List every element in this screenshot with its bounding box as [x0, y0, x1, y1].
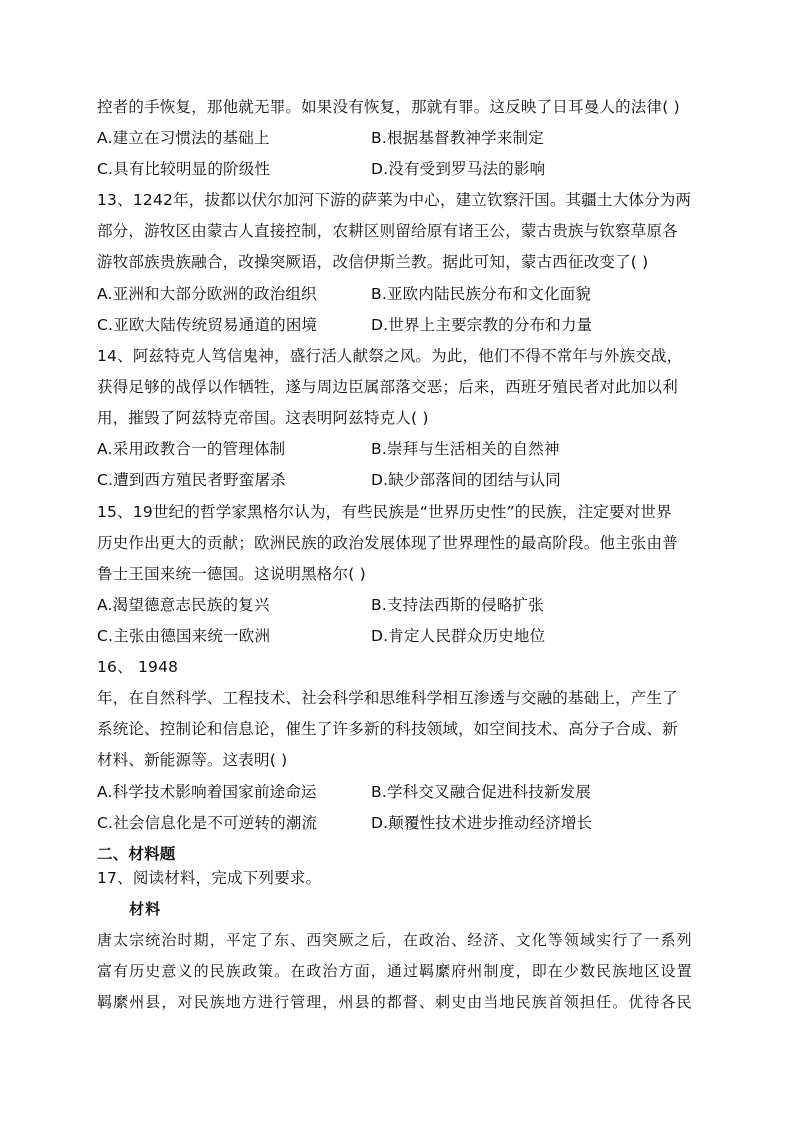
- q15-stem-line-2: 历史作出更大的贡献；欧洲民族的政治发展体现了世界理性的最高阶段。他主张由普: [97, 534, 678, 552]
- q17-stem: 17、阅读材料，完成下列要求。: [97, 869, 322, 887]
- q13-option-d: D.世界上主要宗教的分布和力量: [371, 316, 593, 334]
- material-line-3: 羁縻州县，对民族地方进行管理，州县的都督、刺史由当地民族首领担任。优待各民: [97, 993, 693, 1011]
- q14-stem-line-3: 用，摧毁了阿兹特克帝国。这表明阿兹特克人( ): [97, 409, 429, 427]
- q12-option-a: A.建立在习惯法的基础上: [97, 129, 270, 147]
- q16-option-a: A.科学技术影响着国家前途命运: [97, 783, 317, 801]
- q15-option-b: B.支持法西斯的侵略扩张: [371, 596, 544, 614]
- q16-option-d: D.颠覆性技术进步推动经济增长: [371, 814, 593, 832]
- q14-option-d: D.缺少部落间的团结与认同: [371, 471, 561, 489]
- q13-stem-line-1: 13、1242年，拔都以伏尔加河下游的萨莱为中心，建立钦察汗国。其疆土大体分为两: [97, 191, 692, 209]
- q16-stem-line-4: 材料、新能源等。这表明( ): [97, 751, 288, 769]
- q13-stem-line-2: 部分，游牧区由蒙古人直接控制，农耕区则留给原有诸王公，蒙古贵族与钦察草原各: [97, 222, 678, 240]
- q16-stem-line-3: 系统论、控制论和信息论，催生了许多新的科技领域，如空间技术、高分子合成、新: [97, 720, 678, 738]
- q14-option-b: B.崇拜与生活相关的自然神: [371, 440, 560, 458]
- q13-option-a: A.亚洲和大部分欧洲的政治组织: [97, 285, 317, 303]
- q15-option-a: A.渴望德意志民族的复兴: [97, 596, 270, 614]
- q14-stem-line-2: 获得足够的战俘以作牺牲，遂与周边臣属部落交恶；后来，西班牙殖民者对此加以利: [97, 378, 678, 396]
- q12-option-b: B.根据基督教神学来制定: [371, 129, 544, 147]
- q16-stem-line-1: 16、 1948: [97, 658, 179, 676]
- q16-option-b: B.学科交叉融合促进科技新发展: [371, 783, 592, 801]
- material-label: 材料: [129, 900, 162, 918]
- q14-stem-line-1: 14、阿兹特克人笃信鬼神，盛行活人献祭之风。为此，他们不得不常年与外族交战，: [97, 347, 683, 365]
- q16-stem-line-2: 年，在自然科学、工程技术、社会科学和思维科学相互渗透与交融的基础上，产生了: [97, 689, 678, 707]
- q15-stem-line-3: 鲁士王国来统一德国。这说明黑格尔( ): [97, 565, 366, 583]
- material-line-1: 唐太宗统治时期，平定了东、西突厥之后，在政治、经济、文化等领域实行了一系列: [97, 931, 693, 949]
- section-title: 二、材料题: [97, 845, 176, 863]
- q13-option-c: C.亚欧大陆传统贸易通道的困境: [97, 316, 318, 334]
- q14-option-c: C.遭到西方殖民者野蛮屠杀: [97, 471, 286, 489]
- q13-option-b: B.亚欧内陆民族分布和文化面貌: [371, 285, 592, 303]
- q16-option-c: C.社会信息化是不可逆转的潮流: [97, 814, 318, 832]
- material-line-2: 富有历史意义的民族政策。在政治方面，通过羁縻府州制度，即在少数民族地区设置: [97, 962, 693, 980]
- q12-stem-end: 控者的手恢复，那他就无罪。如果没有恢复，那就有罪。这反映了日耳曼人的法律( ): [97, 98, 680, 116]
- q15-option-d: D.肯定人民群众历史地位: [371, 627, 546, 645]
- q14-option-a: A.采用政教合一的管理体制: [97, 440, 286, 458]
- q13-stem-line-3: 游牧部族贵族融合，改操突厥语，改信伊斯兰教。据此可知，蒙古西征改变了( ): [97, 253, 649, 271]
- q12-option-d: D.没有受到罗马法的影响: [371, 160, 546, 178]
- q12-option-c: C.具有比较明显的阶级性: [97, 160, 271, 178]
- q15-stem-line-1: 15、19世纪的哲学家黑格尔认为，有些民族是“世界历史性”的民族，注定要对世界: [97, 503, 672, 521]
- q15-option-c: C.主张由德国来统一欧洲: [97, 627, 271, 645]
